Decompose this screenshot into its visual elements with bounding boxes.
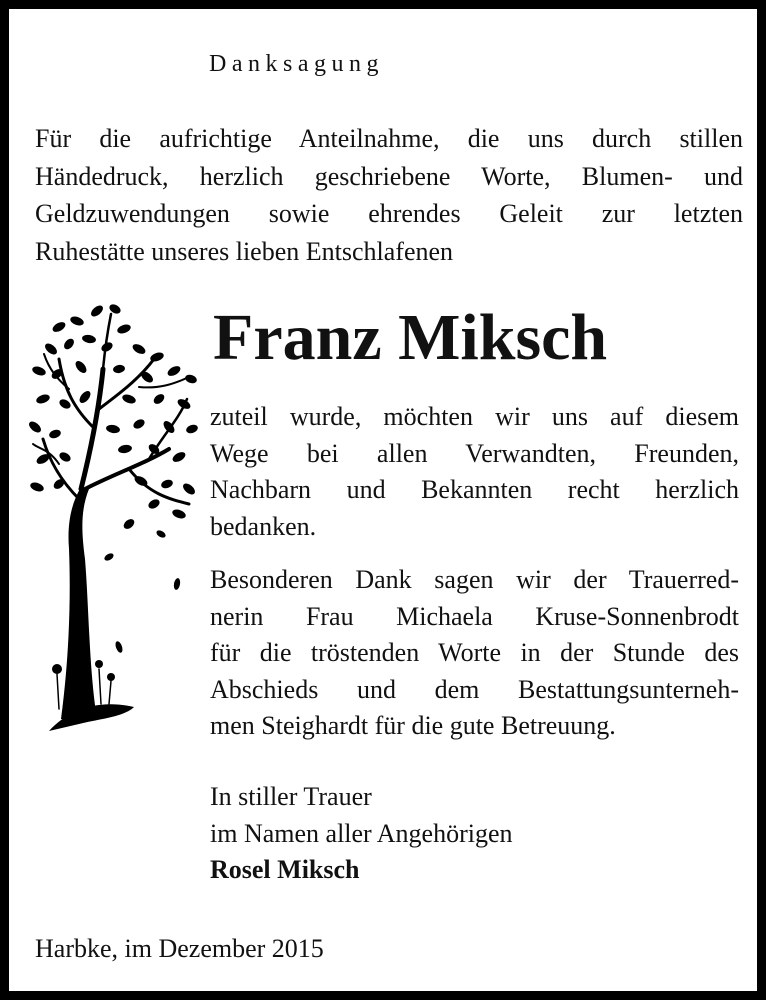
special-thanks-paragraph — [210, 562, 739, 745]
signature-block — [210, 779, 513, 889]
paragraph-line: Besonderen Dank sagen wir der Trauerred- — [210, 565, 739, 594]
intro-text — [35, 120, 743, 270]
paragraph-line: Nachbarn und Bekannten recht herzlich — [210, 475, 739, 505]
heading: Danksagung — [209, 51, 384, 77]
place-date: Harbke, im Dezember 2015 — [35, 934, 324, 963]
tree-icon — [29, 299, 199, 739]
intro-line: Händedruck, herzlich geschriebene Worte, Blumen- und — [35, 161, 743, 191]
intro-line: Geldzuwendungen sowie ehrendes Geleit zur letzten — [35, 199, 743, 228]
paragraph-line: zuteil wurde, möchten wir uns auf diesem — [210, 402, 739, 431]
paragraph-line: Wege bei allen Verwandten, Freunden, — [210, 438, 739, 468]
signature-name: Rosel Miksch — [210, 855, 360, 884]
signature-line: In stiller Trauer — [210, 782, 372, 811]
intro-line: Für die aufrichtige Anteilnahme, die uns durch stillen — [35, 124, 743, 153]
intro-line: Ruhestätte unseres lieben Entschlafenen — [35, 236, 454, 266]
signature-line: im Namen aller Angehörigen — [210, 818, 513, 848]
paragraph-line: men Steighardt für die gute Betreuung. — [210, 711, 616, 741]
paragraph-line: für die tröstenden Worte in der Stunde des — [210, 638, 739, 668]
deceased-name: Franz Miksch — [213, 301, 608, 374]
thanks-paragraph — [210, 399, 739, 545]
paragraph-line: bedanken. — [210, 511, 317, 541]
paragraph-line: Abschieds und dem Bestattungsunterneh- — [210, 674, 739, 704]
paragraph-line: nerin Frau Michaela Kruse-Sonnenbrodt — [210, 601, 739, 631]
